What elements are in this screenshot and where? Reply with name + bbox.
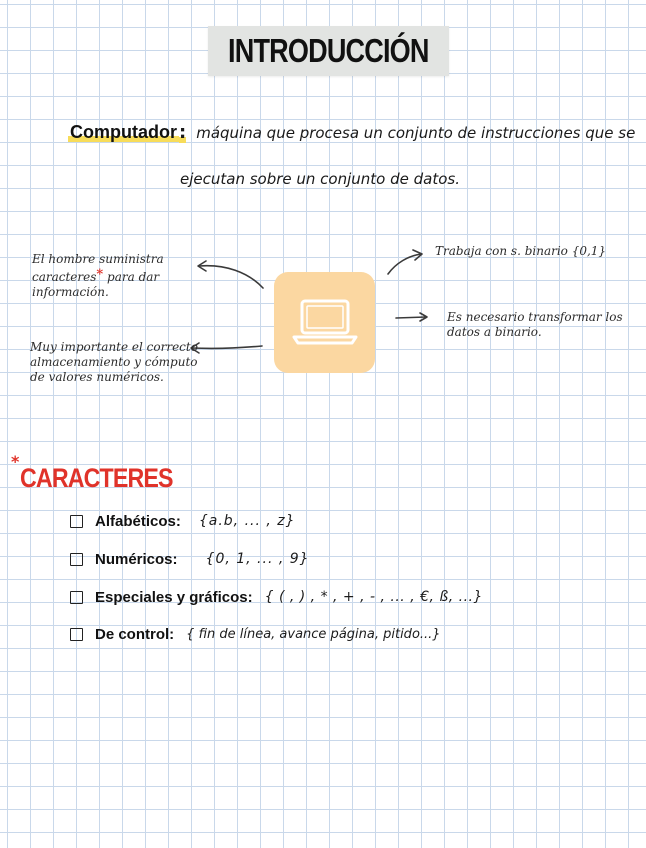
arrow-bottom-left [192,346,262,348]
checkbox[interactable] [70,553,83,566]
note-bottom-left-line-3: de valores numéricos. [30,370,164,384]
note-top-left-line-3: información. [32,285,109,299]
checkbox[interactable] [70,628,83,641]
arrow-top-left [199,266,263,288]
definition-line-1 [68,122,635,143]
item-label: Numéricos: [95,550,178,568]
note-bottom-left-line-2: almacenamiento y cómputo [30,355,198,369]
red-asterisk: * [96,267,104,282]
list-item [70,621,441,647]
definition-colon: : [179,122,187,143]
note-bottom-left-line-1: Muy importante el correcto [30,340,198,354]
laptop-card [274,272,375,373]
definition-term: Computador [70,122,177,142]
definition-line-2: ejecutan sobre un conjunto de datos. [180,170,460,188]
note-top-left-line-2 [32,267,164,285]
laptop-icon [290,295,360,351]
arrow-bottom-right [396,317,426,318]
note-bottom-right [447,310,623,340]
page-title: INTRODUCCIÓN [228,32,429,69]
title-banner [208,26,449,76]
checkbox[interactable] [70,515,83,528]
item-value: {0, 1, ... , 9} [205,551,310,567]
note-top-right [435,244,606,259]
note-bottom-right-line-1: Es necesario transformar los [447,310,623,324]
note-top-left-line-1: El hombre suministra [32,252,164,266]
note-top-right-line-1: Trabaja con s. binario {0,1} [435,244,607,258]
definition-text-line-1: máquina que procesa un conjunto de instrucciones que se [196,124,636,142]
item-value: { fin de línea, avance página, pitido...} [186,626,441,642]
section-asterisk: * [11,452,20,471]
note-top-left [32,252,164,300]
note-bottom-left [30,340,198,385]
note-bottom-right-line-2: datos a binario. [447,325,542,339]
item-value: { ( , ) , * , + , - , ... , €, ß, ...} [264,589,483,605]
item-value: {a.b, ... , z} [198,513,296,529]
arrow-top-right [388,254,421,274]
list-item [70,546,310,572]
note-word-para-dar: para dar [103,270,160,284]
section-heading: CARACTERES [20,463,173,493]
item-label: Alfabéticos: [95,512,181,530]
note-word-caracteres: caracteres [32,270,97,284]
item-label: Especiales y gráficos: [95,588,253,606]
list-item [70,508,296,534]
item-label: De control: [95,625,175,643]
checkbox[interactable] [70,591,83,604]
list-item [70,584,483,610]
